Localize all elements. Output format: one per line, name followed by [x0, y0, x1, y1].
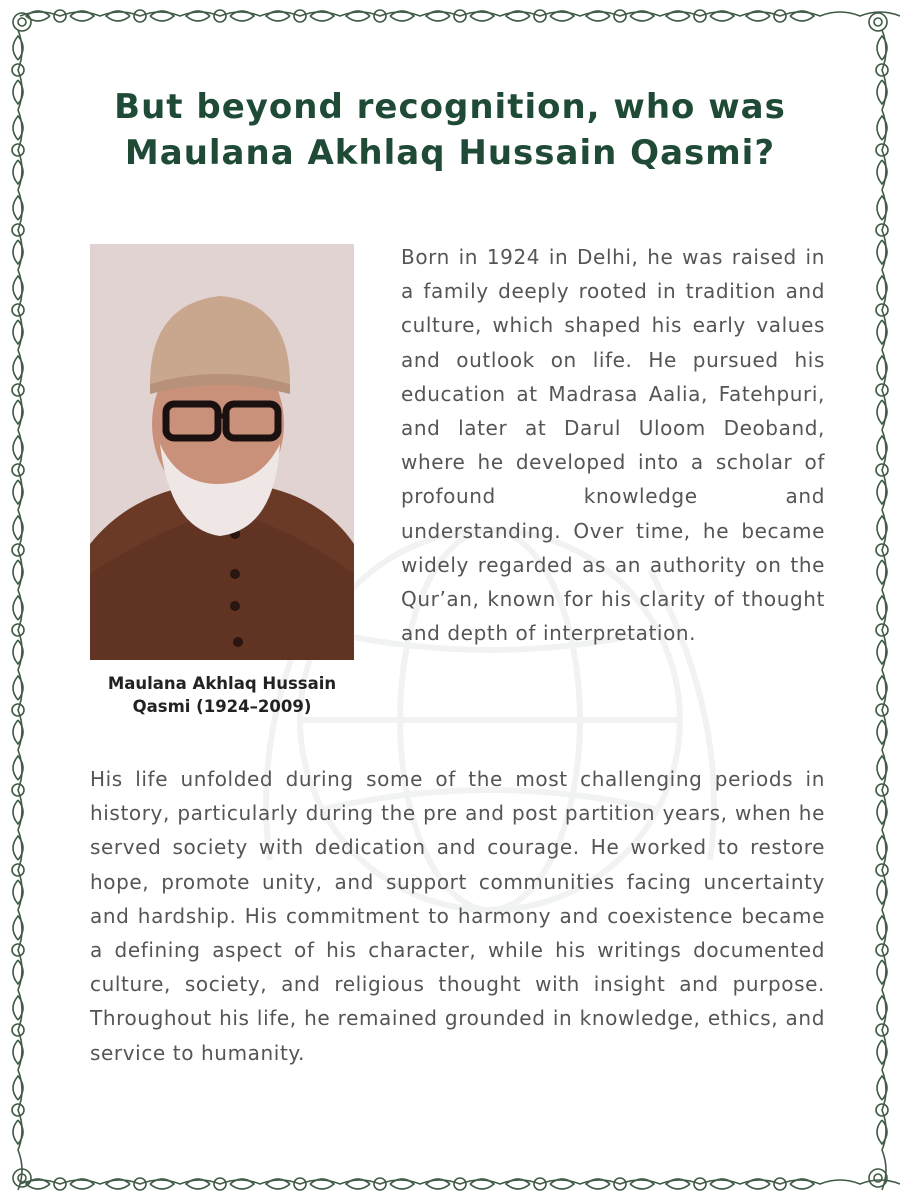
- biography-paragraph-2: His life unfolded during some of the most challenging periods in history, particularly during the pre and post partition years, when he served society with dedication and courage. He worked to restore hope, promote unity, and support communities facing uncertainty and hardship. His commitment to harmony and coexistence became a defining aspect of his character, while his writings documented culture, society, and religious thought with insight and purpose. Throughout his life, he remained grounded in knowledge, ethics, and service to humanity.: [90, 767, 825, 1065]
- biography-paragraph-1: Born in 1924 in Delhi, he was raised in a family deeply rooted in tradition and culture, which shaped his early values and outlook on life. He pursued his education at Madrasa Aalia, Fatehpuri, and later at Darul Uloom Deoband, where he developed into a scholar of profound knowledge and understanding. Over time, he became widely regarded as an authority on the Qur’an, known for his clarity of thought and depth of interpretation.: [401, 245, 825, 646]
- portrait-photo: [90, 244, 354, 660]
- photo-caption: Maulana Akhlaq Hussain Qasmi (1924–2009): [107, 674, 337, 716]
- page-title: But beyond recognition, who was Maulana Akhlaq Hussain Qasmi?: [114, 87, 786, 173]
